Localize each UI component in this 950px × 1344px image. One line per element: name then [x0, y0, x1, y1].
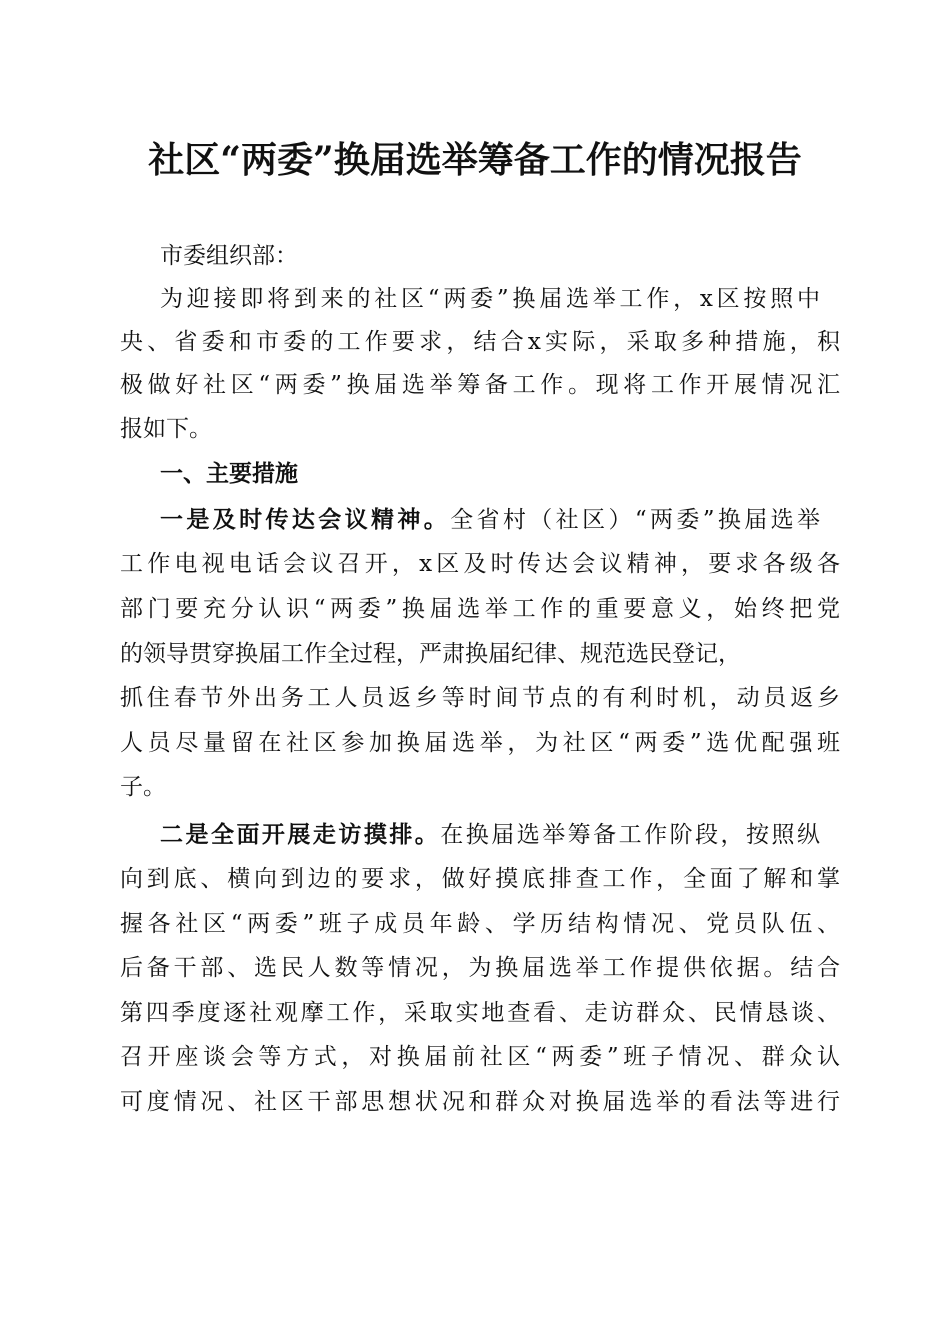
paragraph1-line: 报如下。 [120, 416, 212, 442]
item1-line: 人员尽量留在社区参加换届选举，为社区“两委”选优配强班 [120, 730, 840, 756]
paragraph1-line: 极做好社区“两委”换届选举筹备工作。现将工作开展情况汇 [120, 372, 840, 398]
item2-line: 握各社区“两委”班子成员年龄、学历结构情况、党员队伍、 [120, 911, 840, 937]
item1-first-line [160, 504, 820, 536]
section1-heading: 一、主要措施 [160, 460, 298, 487]
paragraph1-line: 央、省委和市委的工作要求，结合x实际，采取多种措施，积 [120, 329, 840, 355]
item1-line: 部门要充分认识“两委”换届选举工作的重要意义，始终把党 [120, 596, 840, 622]
item2-line: 第四季度逐社观摩工作，采取实地查看、走访群众、民情恳谈、 [120, 1000, 840, 1026]
item2-first-rest: 在换届选举筹备工作阶段，按照纵 [440, 822, 821, 848]
item2-line: 向到底、横向到边的要求，做好摸底排查工作，全面了解和掌 [120, 866, 840, 892]
item1-line: 的领导贯穿换届工作全过程，严肃换届纪律、规范选民登记， [120, 641, 741, 667]
item1-line: 工作电视电话会议召开，x区及时传达会议精神，要求各级各 [120, 551, 840, 577]
item2-lead: 二是全面开展走访摸排。 [160, 821, 441, 848]
item2-line: 可度情况、社区干部思想状况和群众对换届选举的看法等进行 [120, 1089, 840, 1115]
document-title: 社区“两委”换届选举筹备工作的情况报告 [148, 139, 802, 181]
item2-line: 后备干部、选民人数等情况，为换届选举工作提供依据。结合 [120, 955, 840, 981]
paragraph1-line: 为迎接即将到来的社区“两委”换届选举工作，x区按照中 [160, 286, 820, 312]
salutation: 市委组织部： [160, 243, 298, 269]
item1-first-rest: 全省村（社区）“两委”换届选举 [450, 507, 820, 533]
item2-line: 召开座谈会等方式，对换届前社区“两委”班子情况、群众认 [120, 1044, 840, 1070]
item2-first-line [160, 819, 820, 851]
item1-line: 子。 [120, 774, 166, 800]
item1-line: 抓住春节外出务工人员返乡等时间节点的有利时机，动员返乡 [120, 685, 840, 711]
item1-lead: 一是及时传达会议精神。 [160, 506, 451, 533]
